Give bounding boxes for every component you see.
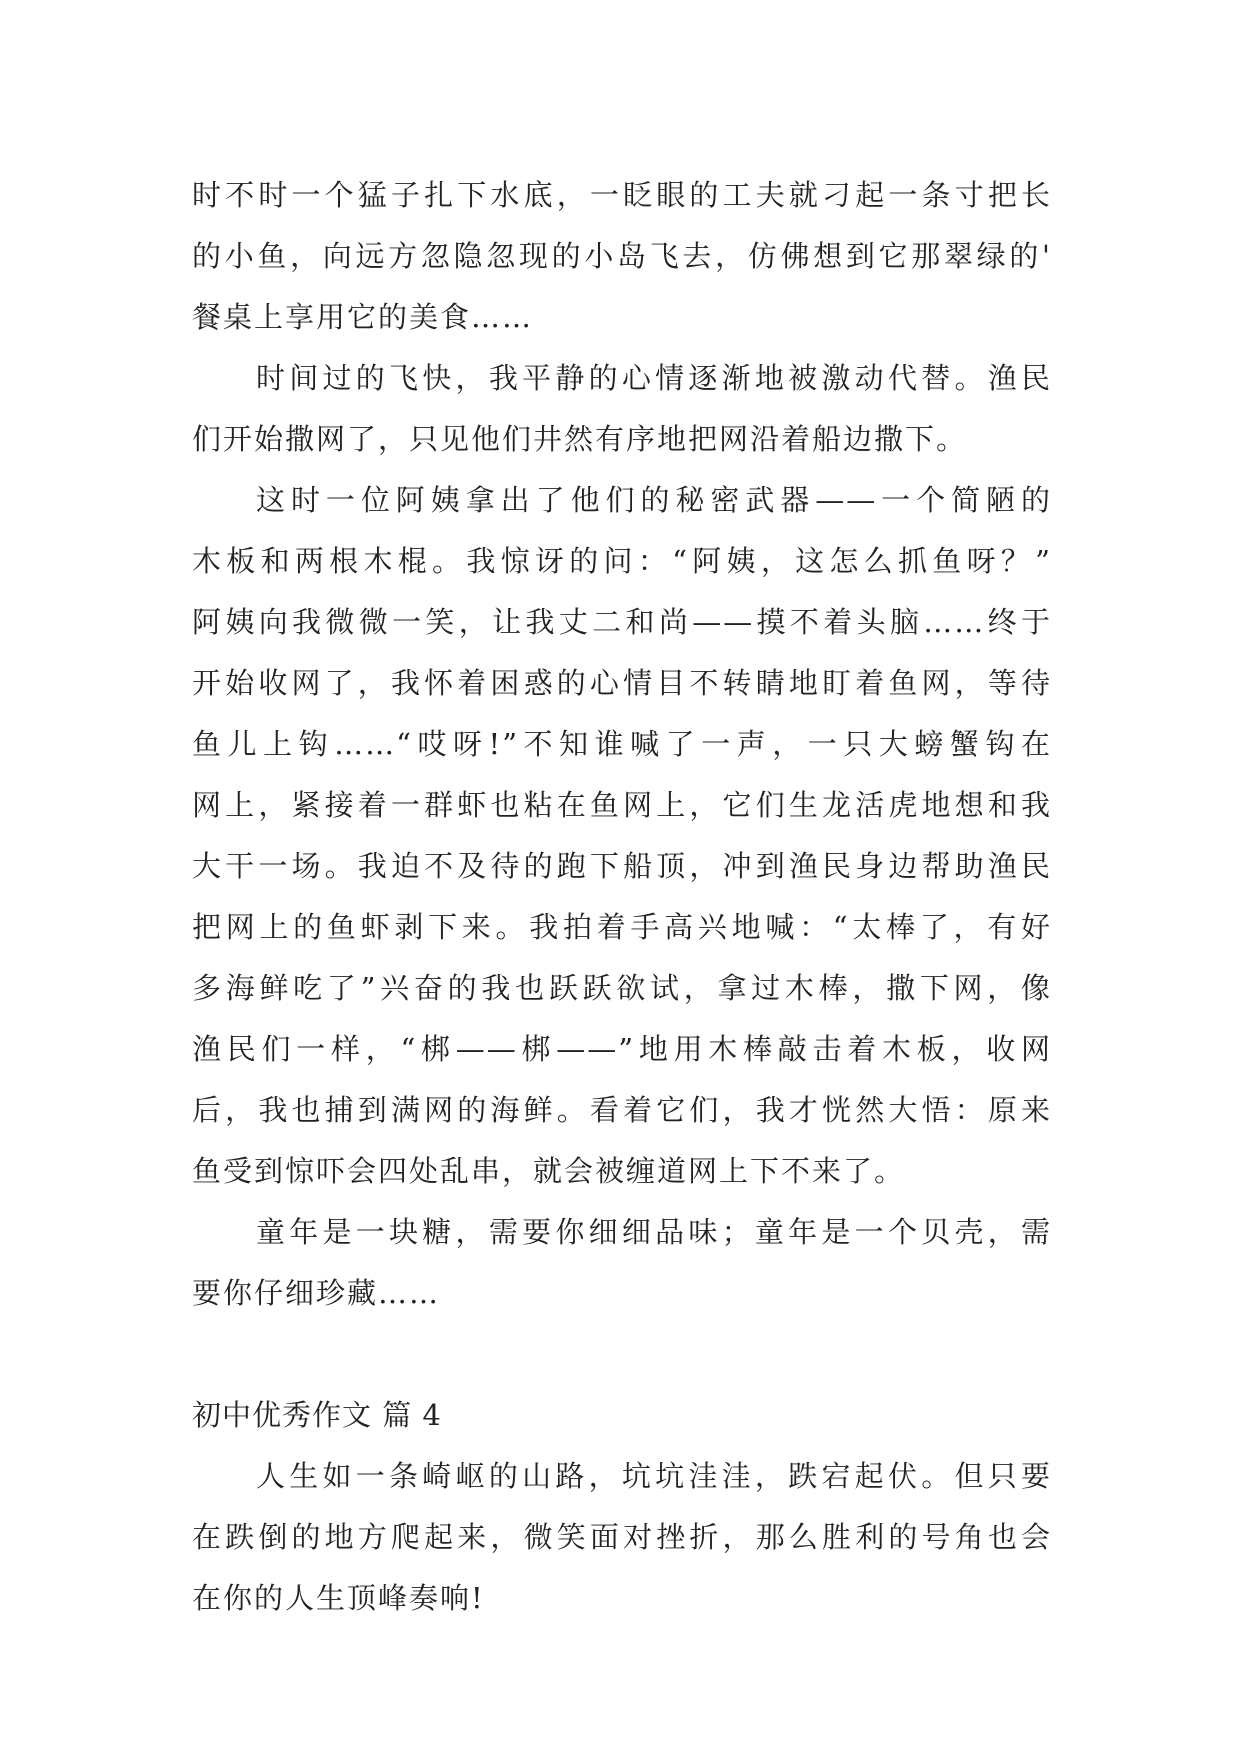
text-line: 们开始撒网了，只见他们井然有序地把网沿着船边撒下。: [192, 422, 968, 456]
paragraph-seagull: [192, 165, 1052, 348]
text-line: 大干一场。我迫不及待的跑下船顶，冲到渔民身边帮助渔民: [192, 849, 1052, 883]
text-line: 网上，紧接着一群虾也粘在鱼网上，它们生龙活虎地想和我: [192, 788, 1052, 822]
text-line: 餐桌上享用它的美食……: [192, 300, 534, 334]
paragraph-casting-net: [192, 348, 1052, 470]
document-page: [192, 165, 1052, 1629]
text-line: 木板和两根木棍。我惊讶的问：“阿姨，这怎么抓鱼呀？”: [192, 544, 1052, 578]
text-line: 要你仔细珍藏……: [192, 1276, 441, 1310]
text-line: 时不时一个猛子扎下水底，一眨眼的工夫就刁起一条寸把长: [192, 178, 1052, 212]
text-line: 开始收网了，我怀着困惑的心情目不转睛地盯着鱼网，等待: [192, 666, 1052, 700]
text-line: 后，我也捕到满网的海鲜。看着它们，我才恍然大悟：原来: [192, 1093, 1052, 1127]
text-line: 鱼受到惊吓会四处乱串，就会被缠道网上下不来了。: [192, 1154, 906, 1188]
paragraph-childhood: [192, 1202, 1052, 1324]
section-heading: 初中优秀作文 篇 4: [192, 1398, 442, 1432]
text-line: 人生如一条崎岖的山路，坑坑洼洼，跌宕起伏。但只要: [256, 1459, 1052, 1493]
text-line: 在跌倒的地方爬起来，微笑面对挫折，那么胜利的号角也会: [192, 1520, 1052, 1554]
text-line: 时间过的飞快，我平静的心情逐渐地被激动代替。渔民: [256, 361, 1052, 395]
text-line: 鱼儿上钩……“哎呀!”不知谁喊了一声，一只大螃蟹钩在: [192, 727, 1052, 761]
text-line: 阿姨向我微微一笑，让我丈二和尚——摸不着头脑……终于: [192, 605, 1052, 639]
text-line: 把网上的鱼虾剥下来。我拍着手高兴地喊：“太棒了，有好: [192, 910, 1052, 944]
paragraph-secret-weapon: [192, 470, 1052, 1202]
text-line: 的小鱼，向远方忽隐忽现的小岛飞去，仿佛想到它那翠绿的': [192, 239, 1052, 273]
text-line: 这时一位阿姨拿出了他们的秘密武器——一个简陋的: [256, 483, 1052, 517]
section-gap: [192, 1324, 1052, 1385]
text-line: 渔民们一样，“梆——梆——”地用木棒敲击着木板，收网: [192, 1032, 1052, 1066]
paragraph-life-road: [192, 1446, 1052, 1629]
text-line: 童年是一块糖，需要你细细品味；童年是一个贝壳，需: [256, 1215, 1052, 1249]
text-line: 多海鲜吃了”兴奋的我也跃跃欲试，拿过木棒，撒下网，像: [192, 971, 1052, 1005]
text-line: 在你的人生顶峰奏响!: [192, 1581, 485, 1615]
